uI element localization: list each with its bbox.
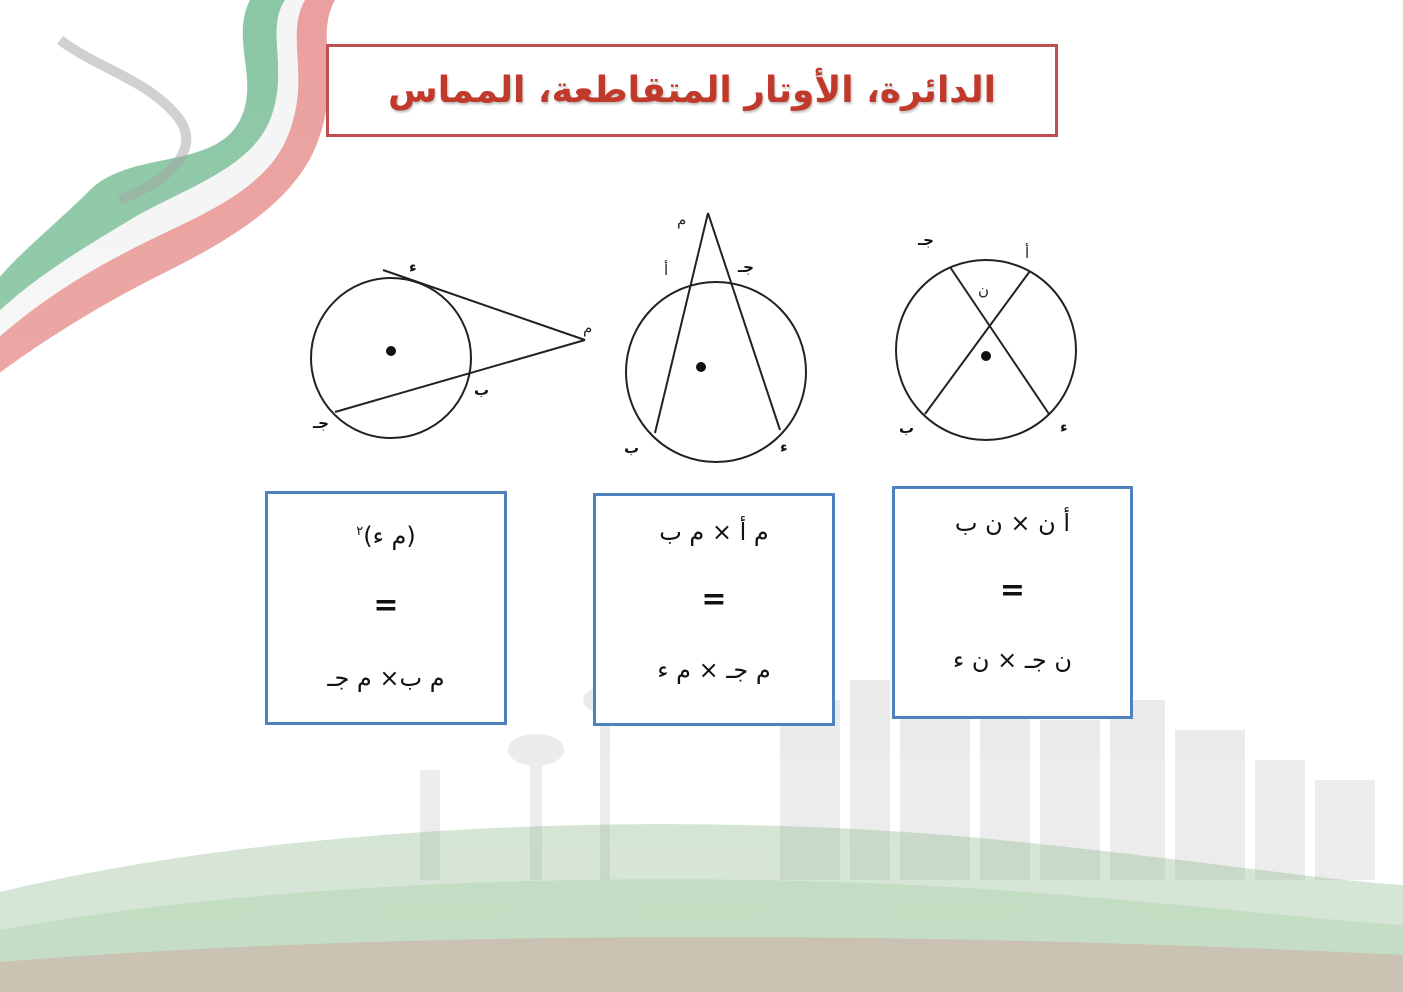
label-meem: م <box>583 319 593 337</box>
label-meem: م <box>677 211 687 229</box>
circle <box>626 282 806 462</box>
formula-box-tangent-secant <box>265 491 507 725</box>
page-title: الدائرة، الأوتار المتقاطعة، المماس <box>388 70 996 111</box>
label-baa: ب <box>899 419 915 437</box>
formula-equals: = <box>373 588 399 623</box>
tangent-line <box>383 270 585 340</box>
center-dot <box>386 346 396 356</box>
label-jeem: جـ <box>918 231 934 249</box>
chord-j-hamza <box>950 267 1049 414</box>
formula-line1 <box>268 522 504 550</box>
formula-equals: = <box>999 573 1026 608</box>
formula-line2: م جـ × م ء <box>657 656 771 684</box>
formula-base: (م ء) <box>363 522 416 550</box>
label-jeem: جـ <box>313 414 329 432</box>
label-hamza: ء <box>409 258 417 276</box>
tangent-secant-figure <box>311 270 585 438</box>
label-baa: ب <box>624 439 640 457</box>
formula-box-secants <box>593 493 835 726</box>
label-jeem: جـ <box>738 258 754 276</box>
formula-power: ٢ <box>356 524 364 539</box>
center-dot <box>696 362 706 372</box>
label-a: أ <box>1025 244 1030 262</box>
circle <box>311 278 471 438</box>
formula-line1: أ ن × ن ب <box>954 509 1071 537</box>
label-hamza: ء <box>780 438 788 456</box>
label-hamza: ء <box>1060 418 1068 436</box>
secant-line <box>335 340 585 412</box>
formula-box-intersecting-chords <box>892 486 1133 719</box>
secant-m-b <box>655 213 708 433</box>
formula-line2: م ب× م جـ <box>327 664 445 692</box>
formula-line1: م أ × م ب <box>659 518 769 546</box>
center-dot <box>981 351 991 361</box>
formula-line2: ن جـ × ن ء <box>952 646 1073 674</box>
label-noon: ن <box>978 281 990 299</box>
label-baa: ب <box>474 381 490 399</box>
secant-m-hamza <box>708 213 780 430</box>
secants-figure <box>626 213 806 462</box>
formula-equals: = <box>701 582 727 617</box>
label-a: أ <box>664 261 669 279</box>
